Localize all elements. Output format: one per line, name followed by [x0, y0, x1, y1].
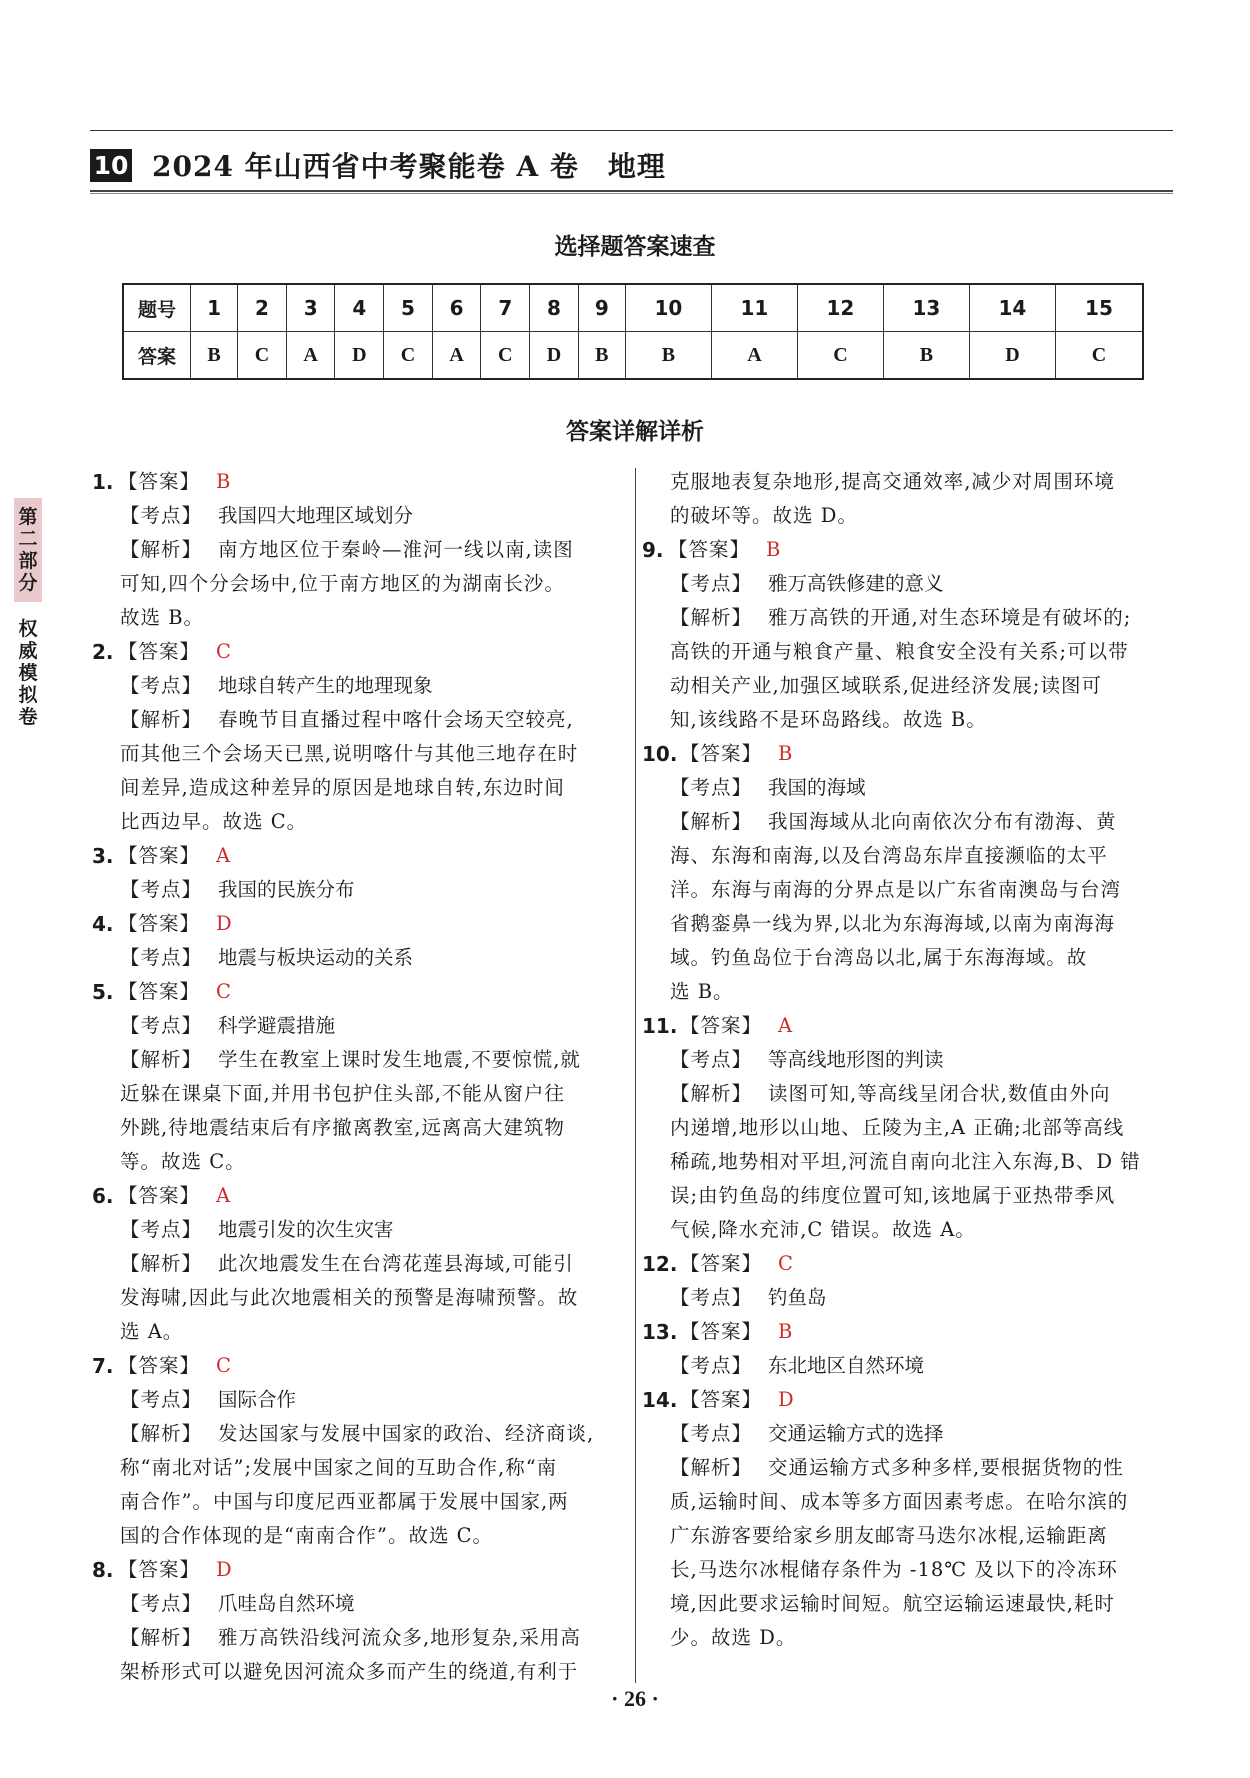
analysis-text: 海、东海和南海,以及台湾岛东岸直接濒临的太平: [670, 844, 1108, 867]
table-cell: D: [969, 332, 1055, 380]
point-label: 【考点】: [120, 1218, 203, 1241]
question-number: 7.: [92, 1354, 114, 1378]
list-item: [642, 1043, 1178, 1077]
list-item: [92, 1213, 625, 1247]
column-divider: [635, 468, 636, 1683]
question-number: 13.: [642, 1320, 678, 1344]
table-cell: C: [1055, 332, 1143, 380]
analysis-label: 【解析】: [670, 1456, 753, 1479]
table-row-answers: [123, 332, 1143, 380]
list-item: [642, 1451, 1178, 1485]
question-number: 10.: [642, 742, 678, 766]
point-text: 东北地区自然环境: [768, 1354, 925, 1377]
list-item: [642, 1009, 1178, 1043]
list-item: [642, 1417, 1178, 1451]
question-number: 3.: [92, 844, 114, 868]
analysis-label: 【解析】: [120, 1626, 203, 1649]
analysis-label: 【解析】: [670, 606, 753, 629]
analysis-text: 质,运输时间、成本等多方面因素考虑。在哈尔滨的: [670, 1490, 1129, 1513]
analysis-text: 的破坏等。故选 D。: [670, 504, 858, 527]
table-cell: 13: [883, 284, 969, 332]
answer-value: D: [778, 1388, 794, 1411]
list-item: [92, 703, 625, 737]
analysis-text: 可知,四个分会场中,位于南方地区的为湖南长沙。: [120, 572, 565, 595]
point-text: 雅万高铁修建的意义: [768, 572, 944, 595]
detail-title: 答案详解详析: [566, 419, 704, 445]
point-label: 【考点】: [120, 1388, 203, 1411]
answer-value: B: [216, 470, 231, 493]
list-item: [92, 941, 625, 975]
answer-value: A: [216, 1184, 231, 1207]
side-tab-name: 权威模拟卷: [18, 618, 38, 728]
analysis-text: 洋。东海与南海的分界点是以广东省南澳岛与台湾: [670, 878, 1122, 901]
question-number: 6.: [92, 1184, 114, 1208]
list-item: [642, 1349, 1178, 1383]
point-label: 【考点】: [120, 946, 203, 969]
analysis-text: 南合作”。中国与印度尼西亚都属于发展中国家,两: [120, 1490, 569, 1513]
analysis-text: 此次地震发生在台湾花莲县海域,可能引: [218, 1252, 574, 1275]
table-cell: A: [711, 332, 797, 380]
table-cell: 2: [238, 284, 287, 332]
answer-value: C: [216, 980, 231, 1003]
answer-label: 【答案】: [680, 1388, 763, 1411]
question-number: 11.: [642, 1014, 678, 1038]
answer-label: 【答案】: [680, 1320, 763, 1343]
point-text: 国际合作: [218, 1388, 297, 1411]
list-item: [92, 1417, 625, 1451]
list-item: [642, 1077, 1178, 1111]
analysis-label: 【解析】: [120, 1252, 203, 1275]
analysis-text: 而其他三个会场天已黑,说明喀什与其他三地存在时: [120, 742, 579, 765]
point-text: 钓鱼岛: [768, 1286, 827, 1309]
list-item: [92, 1383, 625, 1417]
side-tab-part: 第二部分: [14, 498, 42, 602]
list-item: [642, 1315, 1178, 1349]
answer-value: A: [778, 1014, 793, 1037]
point-label: 【考点】: [670, 1422, 753, 1445]
answer-label: 【答案】: [680, 742, 763, 765]
left-column: [92, 465, 625, 1689]
answer-value: C: [778, 1252, 793, 1275]
answer-value: B: [778, 742, 793, 765]
row-label-answer: 答案: [123, 332, 191, 380]
table-cell: C: [384, 332, 433, 380]
table-cell: B: [578, 332, 625, 380]
point-text: 等高线地形图的判读: [768, 1048, 944, 1071]
table-cell: 11: [711, 284, 797, 332]
analysis-text: 外跳,待地震结束后有序撤离教室,远离高大建筑物: [120, 1116, 565, 1139]
question-number: 5.: [92, 980, 114, 1004]
answer-label: 【答案】: [118, 1354, 201, 1377]
table-cell: C: [238, 332, 287, 380]
table-cell: B: [883, 332, 969, 380]
table-cell: 1: [191, 284, 238, 332]
list-item: [92, 1349, 625, 1383]
analysis-text: 动相关产业,加强区域联系,促进经济发展;读图可: [670, 674, 1102, 697]
analysis-text: 等。故选 C。: [120, 1150, 246, 1173]
analysis-label: 【解析】: [670, 810, 753, 833]
list-item: [92, 1621, 625, 1655]
point-text: 我国四大地理区域划分: [218, 504, 414, 527]
answer-value: D: [216, 1558, 232, 1581]
list-item: [92, 1587, 625, 1621]
analysis-text: 内递增,地形以山地、丘陵为主,A 正确;北部等高线: [670, 1116, 1125, 1139]
answer-label: 【答案】: [118, 1558, 201, 1581]
analysis-text: 少。故选 D。: [670, 1626, 797, 1649]
quick-check-title: 选择题答案速查: [554, 234, 716, 260]
analysis-text: 读图可知,等高线呈闭合状,数值由外向: [768, 1082, 1111, 1105]
list-item: [92, 907, 625, 941]
answer-label: 【答案】: [118, 980, 201, 1003]
list-item: [642, 1281, 1178, 1315]
list-item: [92, 465, 625, 499]
analysis-text: 选 B。: [670, 980, 734, 1003]
answer-value: C: [216, 640, 231, 663]
list-item: [92, 1247, 625, 1281]
point-label: 【考点】: [120, 504, 203, 527]
analysis-text: 雅万高铁沿线河流众多,地形复杂,采用高: [218, 1626, 581, 1649]
list-item: [642, 805, 1178, 839]
chapter-title: 2024 年山西省中考聚能卷 A 卷 地理: [152, 150, 666, 183]
analysis-text: 架桥形式可以避免因河流众多而产生的绕道,有利于: [120, 1660, 579, 1683]
list-item: [92, 533, 625, 567]
analysis-text: 广东游客要给家乡朋友邮寄马迭尔冰棍,运输距离: [670, 1524, 1108, 1547]
analysis-label: 【解析】: [120, 1422, 203, 1445]
table-cell: 9: [578, 284, 625, 332]
point-text: 我国的民族分布: [218, 878, 355, 901]
point-label: 【考点】: [670, 1048, 753, 1071]
point-label: 【考点】: [670, 1354, 753, 1377]
question-number: 12.: [642, 1252, 678, 1276]
question-number: 9.: [642, 538, 664, 562]
question-number: 4.: [92, 912, 114, 936]
point-label: 【考点】: [670, 1286, 753, 1309]
analysis-text: 气候,降水充沛,C 错误。故选 A。: [670, 1218, 976, 1241]
table-cell: C: [797, 332, 883, 380]
point-text: 科学避震措施: [218, 1014, 336, 1037]
question-number: 8.: [92, 1558, 114, 1582]
list-item: [92, 499, 625, 533]
analysis-text: 高铁的开通与粮食产量、粮食安全没有关系;可以带: [670, 640, 1129, 663]
analysis-label: 【解析】: [120, 538, 203, 561]
analysis-text: 省鹅銮鼻一线为界,以北为东海海域,以南为南海海: [670, 912, 1115, 935]
table-cell: A: [432, 332, 481, 380]
analysis-text: 我国海域从北向南依次分布有渤海、黄: [768, 810, 1117, 833]
point-text: 爪哇岛自然环境: [218, 1592, 355, 1615]
table-cell: 5: [384, 284, 433, 332]
point-text: 地震与板块运动的关系: [218, 946, 414, 969]
list-item: [642, 601, 1178, 635]
answer-value: B: [766, 538, 781, 561]
question-number: 14.: [642, 1388, 678, 1412]
answer-label: 【答案】: [680, 1014, 763, 1037]
table-cell: 4: [335, 284, 384, 332]
table-cell: 10: [625, 284, 711, 332]
list-item: [642, 737, 1178, 771]
table-cell: 8: [530, 284, 579, 332]
answer-label: 【答案】: [118, 640, 201, 663]
table-cell: 3: [286, 284, 335, 332]
analysis-text: 称“南北对话”;发展中国家之间的互助合作,称“南: [120, 1456, 558, 1479]
analysis-text: 稀疏,地势相对平坦,河流自南向北注入东海,B、D 错: [670, 1150, 1141, 1173]
point-label: 【考点】: [120, 1592, 203, 1615]
list-item: [92, 1009, 625, 1043]
header-rule-thin: [90, 193, 1173, 194]
point-text: 地震引发的次生灾害: [218, 1218, 394, 1241]
table-cell: B: [625, 332, 711, 380]
chapter-header: [90, 145, 666, 185]
list-item: [92, 873, 625, 907]
list-item: [642, 567, 1178, 601]
point-label: 【考点】: [120, 1014, 203, 1037]
analysis-text: 雅万高铁的开通,对生态环境是有破坏的;: [768, 606, 1132, 629]
analysis-text: 近躲在课桌下面,并用书包护住头部,不能从窗户往: [120, 1082, 565, 1105]
point-text: 我国的海域: [768, 776, 866, 799]
table-cell: C: [481, 332, 530, 380]
analysis-text: 发海啸,因此与此次地震相关的预警是海啸预警。故: [120, 1286, 579, 1309]
table-cell: A: [286, 332, 335, 380]
list-item: [92, 669, 625, 703]
point-label: 【考点】: [670, 776, 753, 799]
point-text: 地球自转产生的地理现象: [218, 674, 433, 697]
answer-table: [122, 283, 1144, 380]
question-number: 2.: [92, 640, 114, 664]
page-number: · 26 ·: [611, 1686, 659, 1711]
analysis-text: 春晚节目直播过程中喀什会场天空较亮,: [218, 708, 574, 731]
answer-label: 【答案】: [668, 538, 751, 561]
table-row-numbers: [123, 284, 1143, 332]
list-item: [642, 533, 1178, 567]
answer-value: B: [778, 1320, 793, 1343]
analysis-text: 知,该线路不是环岛路线。故选 B。: [670, 708, 987, 731]
table-cell: 15: [1055, 284, 1143, 332]
question-number: 1.: [92, 470, 114, 494]
list-item: [92, 975, 625, 1009]
analysis-text: 长,马迭尔冰棍储存条件为 -18℃ 及以下的冷冻环: [670, 1558, 1118, 1581]
list-item: [92, 839, 625, 873]
list-item: [642, 1247, 1178, 1281]
table-cell: D: [335, 332, 384, 380]
point-text: 交通运输方式的选择: [768, 1422, 944, 1445]
point-label: 【考点】: [120, 878, 203, 901]
table-cell: 7: [481, 284, 530, 332]
side-tab: [5, 498, 51, 748]
analysis-text: 误;由钓鱼岛的纬度位置可知,该地属于亚热带季风: [670, 1184, 1116, 1207]
top-rule: [90, 130, 1173, 131]
analysis-text: 学生在教室上课时发生地震,不要惊慌,就: [218, 1048, 581, 1071]
list-item: [642, 1383, 1178, 1417]
analysis-label: 【解析】: [120, 708, 203, 731]
table-cell: D: [530, 332, 579, 380]
analysis-text: 国的合作体现的是“南南合作”。故选 C。: [120, 1524, 494, 1547]
answer-label: 【答案】: [118, 844, 201, 867]
list-item: [642, 771, 1178, 805]
answer-label: 【答案】: [118, 1184, 201, 1207]
list-item: [92, 1043, 625, 1077]
analysis-text: 域。钓鱼岛位于台湾岛以北,属于东海海域。故: [670, 946, 1088, 969]
table-cell: 12: [797, 284, 883, 332]
row-label-number: 题号: [123, 284, 191, 332]
table-cell: 14: [969, 284, 1055, 332]
answer-label: 【答案】: [118, 912, 201, 935]
answer-label: 【答案】: [118, 470, 201, 493]
point-label: 【考点】: [120, 674, 203, 697]
analysis-label: 【解析】: [120, 1048, 203, 1071]
analysis-text: 比西边早。故选 C。: [120, 810, 308, 833]
point-label: 【考点】: [670, 572, 753, 595]
analysis-text: 克服地表复杂地形,提高交通效率,减少对周围环境: [670, 470, 1115, 493]
right-column: [642, 465, 1178, 1655]
answer-value: D: [216, 912, 232, 935]
list-item: [92, 1553, 625, 1587]
list-item: [92, 1179, 625, 1213]
table-cell: 6: [432, 284, 481, 332]
analysis-text: 境,因此要求运输时间短。航空运输运速最快,耗时: [670, 1592, 1115, 1615]
list-item: [92, 635, 625, 669]
answer-label: 【答案】: [680, 1252, 763, 1275]
table-cell: B: [191, 332, 238, 380]
answer-value: A: [216, 844, 231, 867]
analysis-text: 故选 B。: [120, 606, 205, 629]
header-rule: [90, 190, 1173, 192]
analysis-text: 交通运输方式多种多样,要根据货物的性: [768, 1456, 1124, 1479]
analysis-text: 间差异,造成这种差异的原因是地球自转,东边时间: [120, 776, 565, 799]
analysis-text: 发达国家与发展中国家的政治、经济商谈,: [218, 1422, 595, 1445]
analysis-text: 选 A。: [120, 1320, 184, 1343]
chapter-number: 10: [90, 149, 132, 182]
analysis-label: 【解析】: [670, 1082, 753, 1105]
analysis-text: 南方地区位于秦岭—淮河一线以南,读图: [218, 538, 574, 561]
answer-value: C: [216, 1354, 231, 1377]
